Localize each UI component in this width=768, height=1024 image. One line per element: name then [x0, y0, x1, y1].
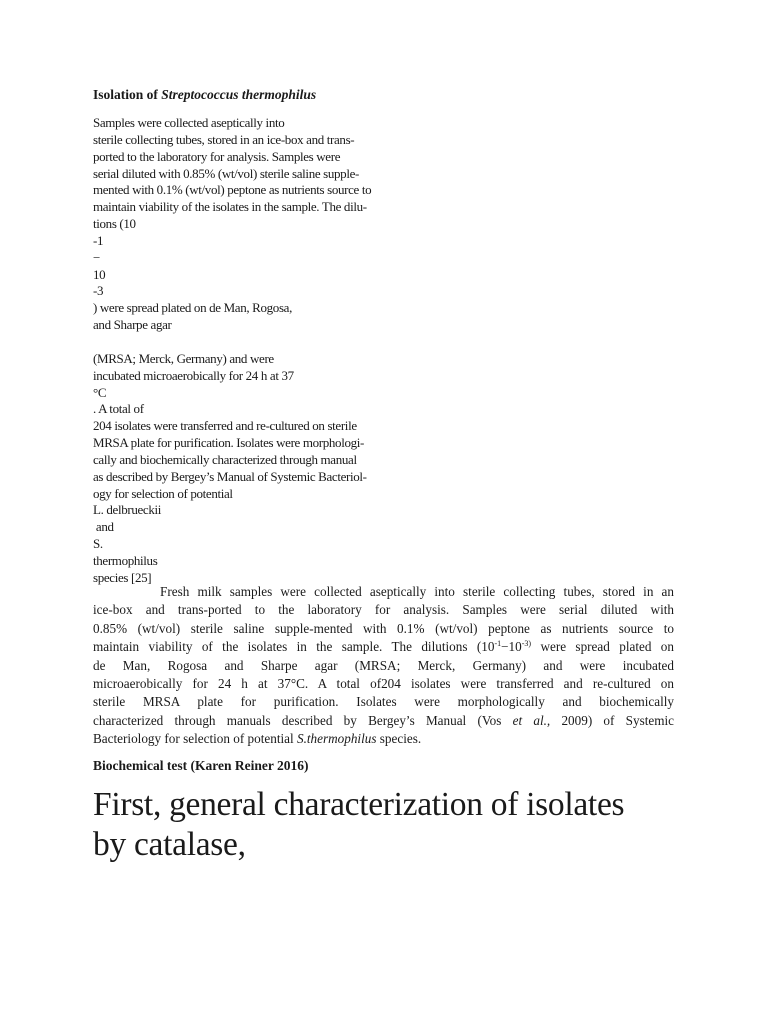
column-line: °C	[93, 384, 107, 400]
biochemical-test-heading: Biochemical test (Karen Reiner 2016)	[93, 758, 309, 773]
paragraph-line: Fresh milk samples were collected aseptically into sterile collecting tubes, stored in an	[160, 584, 674, 599]
column-line: L. delbrueckii	[93, 502, 162, 518]
paragraph-line: de Man, Rogosa and Sharpe agar (MRSA; Merck, Germany) and were incubated	[93, 657, 674, 673]
column-blank-line	[93, 334, 423, 351]
column-line: MRSA plate for purification. Isolates were morphologi-	[93, 435, 365, 451]
paragraph-line	[93, 712, 674, 730]
paragraph-text: Bacteriology for selection of potential	[93, 731, 297, 747]
column-line: -3	[93, 283, 104, 299]
paragraph-line: microaerobically for 24 h at 37°C. A total of204 isolates were transferred and re-cultured on	[93, 675, 674, 691]
column-line: and Sharpe agar	[93, 317, 172, 333]
isolation-narrow-column	[93, 115, 423, 587]
column-line: . A total of	[93, 401, 144, 417]
superscript: -3)	[521, 639, 532, 649]
large-text-line: by catalase,	[93, 825, 246, 863]
column-line: Samples were collected aseptically into	[93, 115, 285, 130]
column-line: 204 isolates were transferred and re-cultured on sterile	[93, 418, 357, 434]
column-line: 10	[93, 266, 106, 282]
column-line: -1	[93, 232, 104, 248]
paragraph-italic: S.thermophilus	[296, 731, 377, 747]
column-line: thermophilus	[93, 552, 158, 568]
column-line: ported to the laboratory for analysis. Samples were	[93, 148, 341, 164]
column-line: maintain viability of the isolates in the sample. The dilu-	[93, 199, 367, 215]
paragraph-text: maintain viability of the isolates in the sample. The dilutions (10	[93, 639, 495, 655]
column-line: as described by Bergey’s Manual of Systemic Bacteriol-	[93, 468, 367, 484]
paragraph-text: 2009) of Systemic	[550, 712, 674, 728]
paragraph-italic: et al.,	[512, 712, 551, 728]
isolation-heading-prefix: Isolation of	[93, 87, 162, 102]
large-text-block	[93, 785, 693, 864]
column-line: ogy for selection of potential	[93, 485, 233, 501]
paragraph-text: species.	[376, 731, 422, 747]
isolation-heading	[93, 87, 316, 103]
paragraph-text: −10	[501, 639, 522, 655]
paragraph-line: ice-box and trans-ported to the laboratory for analysis. Samples were serial diluted with	[93, 602, 674, 618]
column-line: mented with 0.1% (wt/vol) peptone as nutrients source to	[93, 182, 372, 198]
column-line: S.	[93, 536, 103, 552]
column-line: serial diluted with 0.85% (wt/vol) sterile saline supple-	[93, 165, 359, 181]
fresh-milk-paragraph	[93, 583, 674, 749]
column-line: tions (10	[93, 216, 136, 232]
column-line: (MRSA; Merck, Germany) and were	[93, 350, 274, 366]
column-line: and	[93, 519, 114, 535]
paragraph-line: 0.85% (wt/vol) sterile saline supple-mented with 0.1% (wt/vol) peptone as nutrients source to	[93, 620, 674, 636]
column-line: sterile collecting tubes, stored in an ice-box and trans-	[93, 131, 355, 147]
paragraph-text: characterized through manuals described by Bergey’s Manual (Vos	[93, 712, 513, 728]
paragraph-line: sterile MRSA plate for purification. Isolates were morphologically and biochemically	[93, 694, 674, 710]
paragraph-line	[93, 730, 674, 748]
paragraph-text: were spread plated on	[531, 639, 674, 655]
column-line: −	[93, 249, 100, 265]
paragraph-line	[93, 638, 674, 656]
column-line: ) were spread plated on de Man, Rogosa,	[93, 300, 292, 316]
large-text-line: First, general characterization of isolates	[93, 786, 625, 823]
column-line: incubated microaerobically for 24 h at 37	[93, 367, 294, 383]
isolation-heading-species: Streptococcus thermophilus	[161, 87, 317, 102]
superscript: -1	[494, 639, 502, 649]
column-line: cally and biochemically characterized through manual	[93, 451, 357, 467]
column-line: species [25]	[93, 569, 152, 585]
